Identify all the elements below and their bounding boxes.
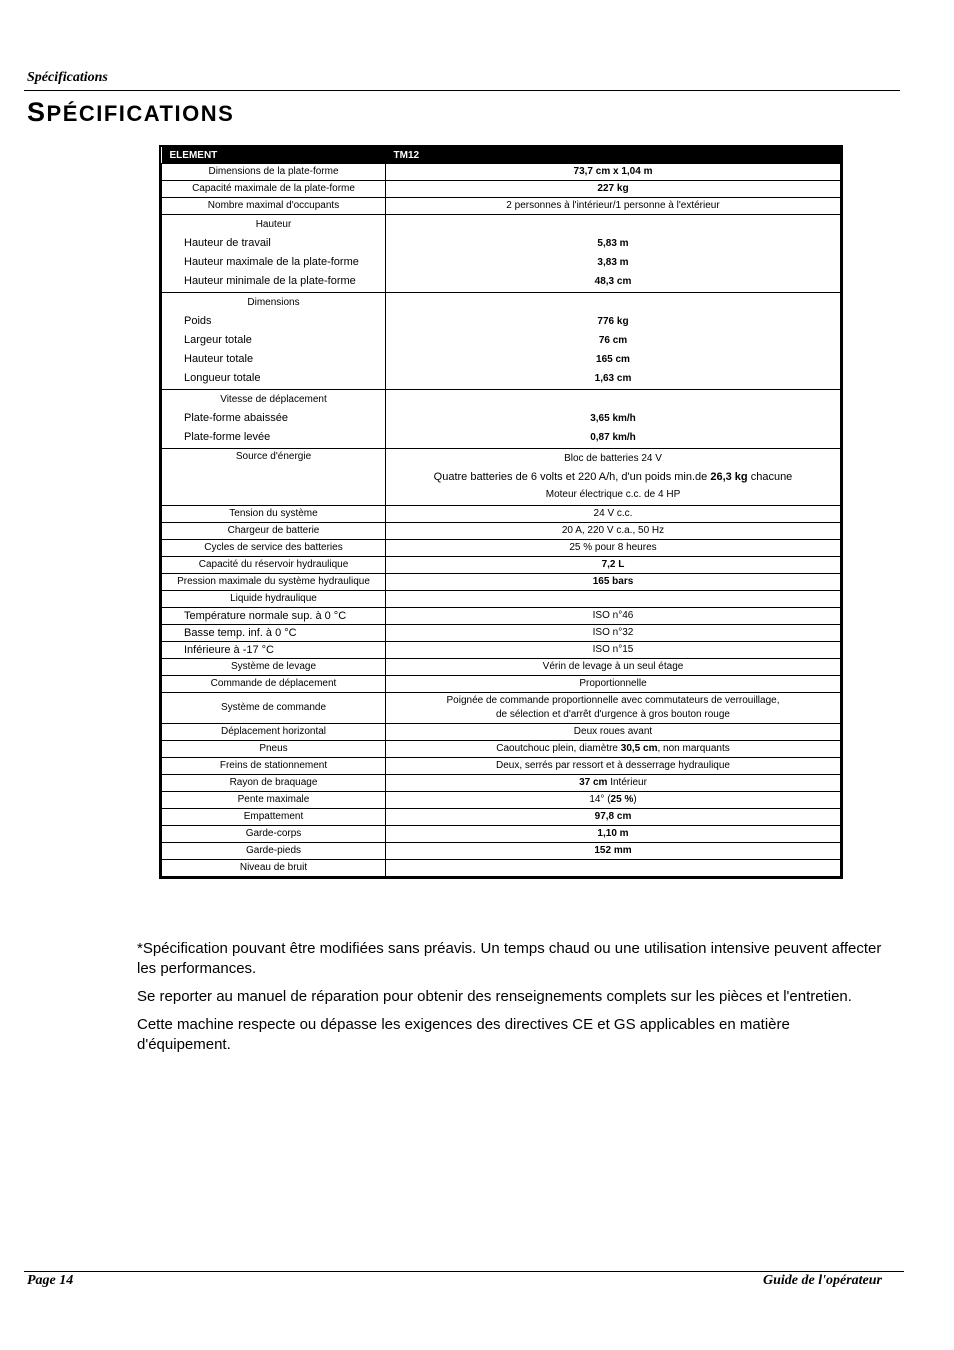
table-row bbox=[162, 642, 841, 659]
row-label: Empattement bbox=[162, 809, 386, 826]
table-row bbox=[162, 860, 841, 877]
row-label: Dimensions de la plate-forme bbox=[162, 164, 386, 181]
table-row bbox=[162, 792, 841, 809]
guide-title: Guide de l'opérateur bbox=[763, 1273, 882, 1288]
page-title-rest: PÉCIFICATIONS bbox=[46, 101, 235, 126]
row-label: Basse temp. inf. à 0 °C bbox=[162, 625, 386, 642]
row-value: Poignée de commande proportionnelle avec commutateurs de verrouillage, de sélection et d'arrêt d'urgence à gros bouton rouge bbox=[386, 693, 841, 724]
table-row bbox=[162, 574, 841, 591]
row-label: Capacité du réservoir hydraulique bbox=[162, 557, 386, 574]
row-label: Pente maximale bbox=[162, 792, 386, 809]
page-number: Page 14 bbox=[27, 1273, 74, 1288]
group-label: Hauteur Hauteur de travail Hauteur maximale de la plate-forme Hauteur minimale de la plate-forme bbox=[162, 215, 386, 293]
row-value: ISO n°15 bbox=[386, 642, 841, 659]
row-label: Cycles de service des batteries bbox=[162, 540, 386, 557]
table-row bbox=[162, 625, 841, 642]
row-label: Freins de stationnement bbox=[162, 758, 386, 775]
row-label: Déplacement horizontal bbox=[162, 724, 386, 741]
row-label: Tension du système bbox=[162, 506, 386, 523]
row-value: Caoutchouc plein, diamètre 30,5 cm, non marquants bbox=[386, 741, 841, 758]
group-values: 776 kg 76 cm 165 cm 1,63 cm bbox=[386, 293, 841, 390]
row-value: 14° (25 %) bbox=[386, 792, 841, 809]
row-value bbox=[386, 860, 841, 877]
row-value: Deux roues avant bbox=[386, 724, 841, 741]
row-label: Chargeur de batterie bbox=[162, 523, 386, 540]
footer-rule bbox=[24, 1271, 904, 1272]
row-value bbox=[386, 591, 841, 608]
row-value: 25 % pour 8 heures bbox=[386, 540, 841, 557]
row-label: Système de commande bbox=[162, 693, 386, 724]
notes bbox=[137, 939, 887, 1063]
table-row-group-hauteur bbox=[162, 215, 841, 293]
row-value: 73,7 cm x 1,04 m bbox=[386, 164, 841, 181]
row-label: Température normale sup. à 0 °C bbox=[162, 608, 386, 625]
row-value: 20 A, 220 V c.a., 50 Hz bbox=[386, 523, 841, 540]
table-header-row bbox=[162, 147, 841, 164]
row-label: Système de levage bbox=[162, 659, 386, 676]
group-label: Dimensions Poids Largeur totale Hauteur totale Longueur totale bbox=[162, 293, 386, 390]
table-row bbox=[162, 198, 841, 215]
table-row bbox=[162, 693, 841, 724]
table-row bbox=[162, 523, 841, 540]
table-row bbox=[162, 741, 841, 758]
running-title: Spécifications bbox=[27, 70, 108, 85]
row-value: 152 mm bbox=[386, 843, 841, 860]
table-row bbox=[162, 843, 841, 860]
header-element: ELEMENT bbox=[162, 147, 386, 164]
row-value: 7,2 L bbox=[386, 557, 841, 574]
row-value: ISO n°32 bbox=[386, 625, 841, 642]
row-value: 97,8 cm bbox=[386, 809, 841, 826]
group-values: 3,65 km/h 0,87 km/h bbox=[386, 390, 841, 449]
group-label: Vitesse de déplacement Plate-forme abaissée Plate-forme levée bbox=[162, 390, 386, 449]
row-value: 2 personnes à l'intérieur/1 personne à l'extérieur bbox=[386, 198, 841, 215]
row-label: Inférieure à -17 °C bbox=[162, 642, 386, 659]
table-row bbox=[162, 591, 841, 608]
table-row bbox=[162, 775, 841, 792]
row-label: Pneus bbox=[162, 741, 386, 758]
row-value: 165 bars bbox=[386, 574, 841, 591]
row-label: Capacité maximale de la plate-forme bbox=[162, 181, 386, 198]
spec-table bbox=[159, 145, 843, 879]
row-label: Garde-pieds bbox=[162, 843, 386, 860]
row-label: Niveau de bruit bbox=[162, 860, 386, 877]
table-row bbox=[162, 809, 841, 826]
table-row bbox=[162, 164, 841, 181]
row-value: ISO n°46 bbox=[386, 608, 841, 625]
table-row bbox=[162, 506, 841, 523]
table-row-group-dimensions bbox=[162, 293, 841, 390]
page-title-initial: S bbox=[27, 97, 47, 127]
row-value: 24 V c.c. bbox=[386, 506, 841, 523]
table-row bbox=[162, 826, 841, 843]
table-row bbox=[162, 659, 841, 676]
row-value: 1,10 m bbox=[386, 826, 841, 843]
page-title bbox=[27, 97, 234, 128]
table-row bbox=[162, 608, 841, 625]
row-label: Liquide hydraulique bbox=[162, 591, 386, 608]
table-row bbox=[162, 557, 841, 574]
row-value: Bloc de batteries 24 V Quatre batteries de 6 volts et 220 A/h, d'un poids min.de 26,3 kg chacune Moteur électrique c.c. de 4 HP bbox=[386, 449, 841, 506]
header-rule bbox=[24, 90, 900, 91]
table-row-group-vitesse bbox=[162, 390, 841, 449]
group-values: 5,83 m 3,83 m 48,3 cm bbox=[386, 215, 841, 293]
row-value: Proportionnelle bbox=[386, 676, 841, 693]
row-value: 37 cm Intérieur bbox=[386, 775, 841, 792]
table-row bbox=[162, 724, 841, 741]
row-value: 227 kg bbox=[386, 181, 841, 198]
row-label: Garde-corps bbox=[162, 826, 386, 843]
row-label: Source d'énergie bbox=[162, 449, 386, 506]
note-repair-manual: Se reporter au manuel de réparation pour obtenir des renseignements complets sur les pièces et l'entretien. bbox=[137, 988, 852, 1005]
note-disclaimer: *Spécification pouvant être modifiées sans préavis. Un temps chaud ou une utilisation intensive peuvent affecter les performances. bbox=[137, 940, 882, 977]
table-row bbox=[162, 181, 841, 198]
row-label: Nombre maximal d'occupants bbox=[162, 198, 386, 215]
note-compliance: Cette machine respecte ou dépasse les exigences des directives CE et GS applicables en matière d'équipement. bbox=[137, 1016, 790, 1053]
header-model: TM12 bbox=[386, 147, 841, 164]
row-value: Vérin de levage à un seul étage bbox=[386, 659, 841, 676]
table-row bbox=[162, 676, 841, 693]
row-label: Pression maximale du système hydraulique bbox=[162, 574, 386, 591]
table-row bbox=[162, 758, 841, 775]
table-row bbox=[162, 540, 841, 557]
table-row bbox=[162, 449, 841, 506]
row-label: Rayon de braquage bbox=[162, 775, 386, 792]
row-label: Commande de déplacement bbox=[162, 676, 386, 693]
row-value: Deux, serrés par ressort et à desserrage hydraulique bbox=[386, 758, 841, 775]
